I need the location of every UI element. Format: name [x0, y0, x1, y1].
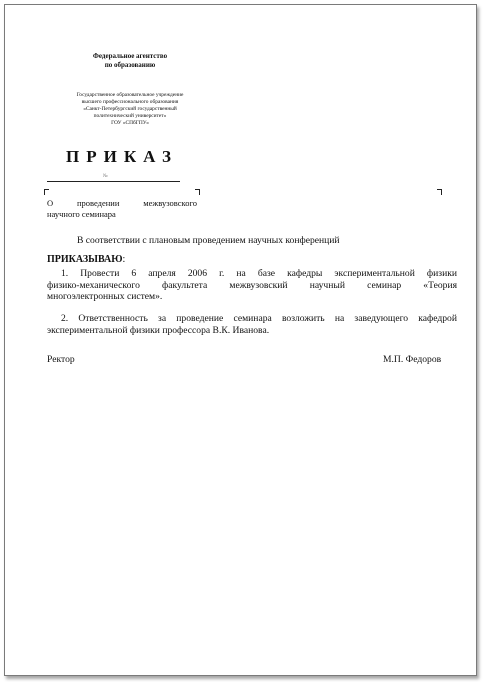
order-item-1 [47, 268, 457, 303]
agency-line: по образованию [104, 61, 156, 69]
item-line: экспериментальной физики профессора В.К. Иванова. [47, 324, 270, 336]
university-line: ГОУ «СПбГПУ» [111, 120, 149, 126]
signatory-name: М.П. Федоров [383, 354, 442, 365]
corner-mark-top-left [44, 189, 49, 195]
university-line: высшего профессионального образования [81, 99, 179, 105]
preamble: В соответствии с плановым проведением научных конференций [77, 235, 340, 246]
subject-line: О проведении межвузовского [47, 198, 197, 208]
number-sign: № [103, 174, 108, 179]
university-header [40, 92, 220, 127]
order-heading [47, 254, 125, 265]
agency-line: Федеральное агентство [92, 52, 168, 60]
subject-heading [47, 198, 197, 220]
subject-line: научного семинара [47, 209, 116, 219]
item-line: 2. Ответственность за проведение семинара возложить на заведующего кафедрой [61, 313, 457, 324]
agency-header [40, 52, 220, 70]
item-line: многоэлектронных систем». [47, 291, 163, 302]
signatory-position: Ректор [47, 354, 75, 365]
order-colon: : [122, 254, 126, 265]
university-line: политехнический университет» [93, 113, 167, 119]
item-line: 1. Провести 6 апреля 2006 г. на базе кафедры экспериментальной физики [61, 268, 457, 279]
corner-mark-top-right [195, 189, 200, 195]
item-line: физико-механического факультета межвузовский научный семинар «Теория [47, 279, 457, 291]
university-line: «Санкт-Петербургский государственный [83, 106, 177, 112]
order-word: ПРИКАЗЫВАЮ [47, 254, 123, 265]
university-line: Государственное образовательное учреждение [76, 92, 184, 98]
order-item-2 [47, 313, 457, 336]
corner-mark-far-right [437, 189, 442, 195]
date-number-line [47, 181, 180, 182]
document-title: ПРИКАЗ [66, 147, 178, 166]
